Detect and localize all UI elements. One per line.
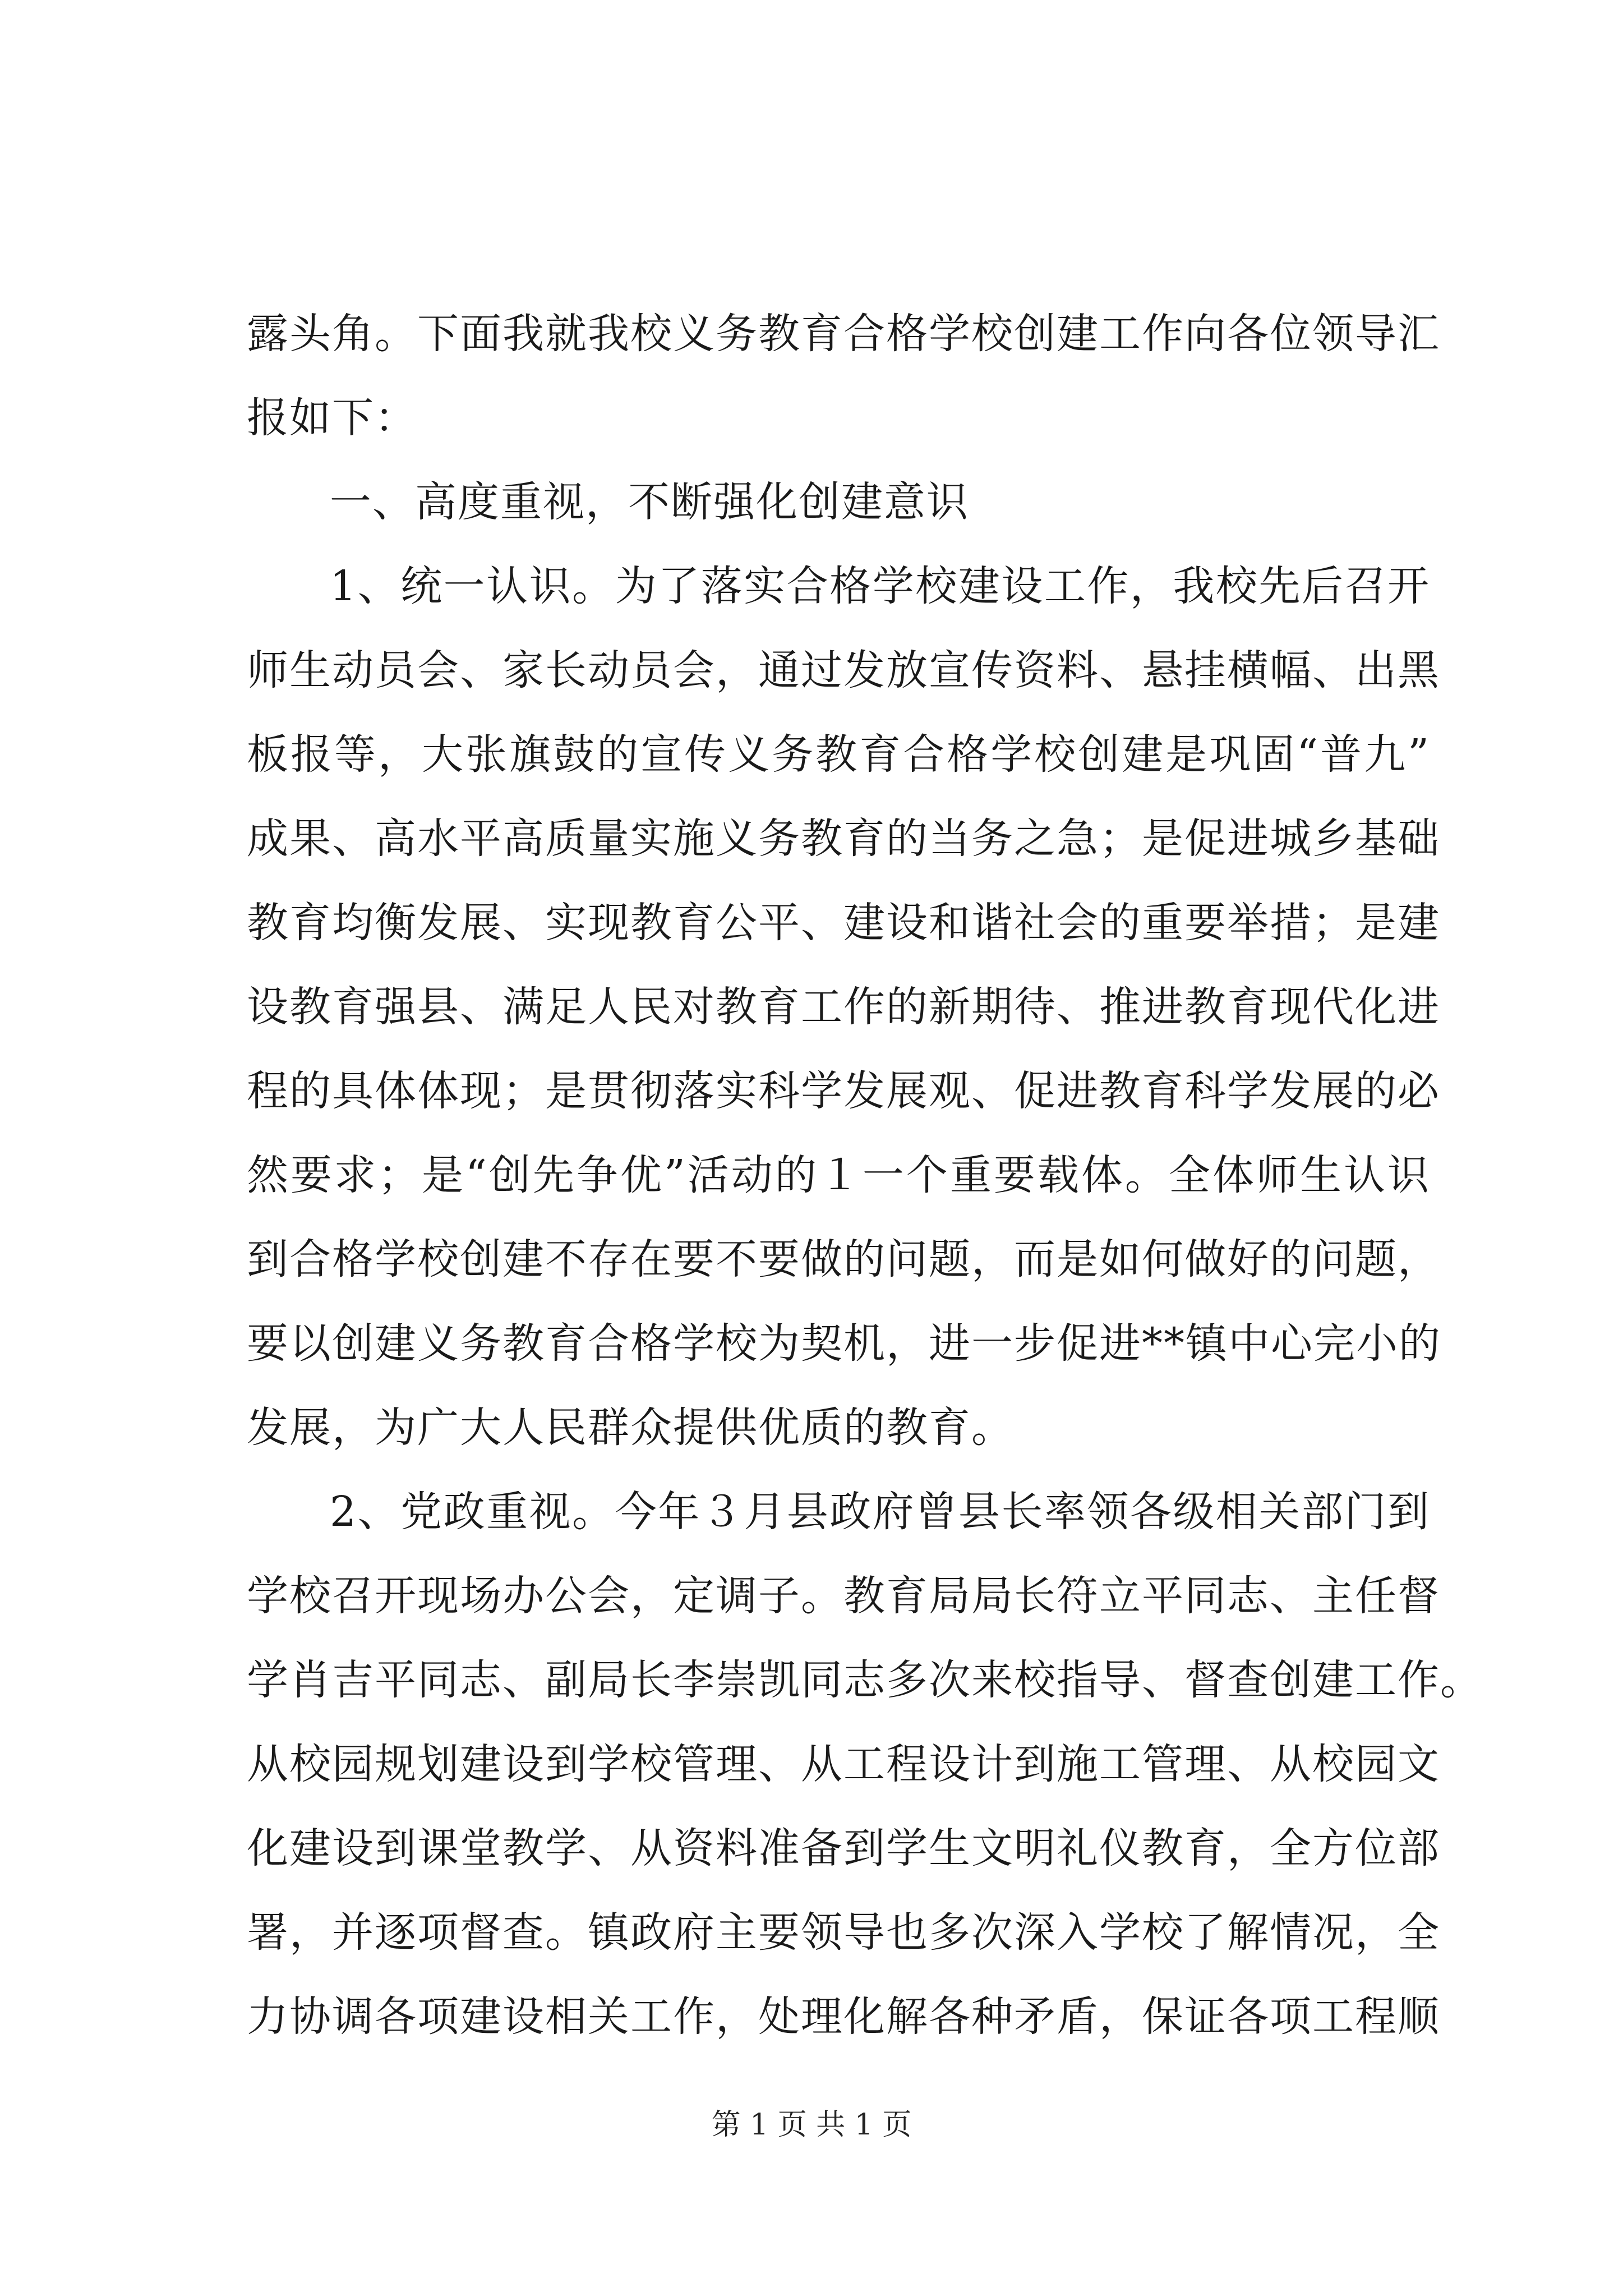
- section-heading: 一、高度重视，不断强化创建意识: [330, 478, 969, 526]
- paragraph-line: 从校园规划建设到学校管理、从工程设计到施工管理、从校园文: [247, 1740, 1440, 1788]
- paragraph-line: 2、党政重视。今年３月县政府曾县长率领各级相关部门到: [330, 1488, 1430, 1536]
- paragraph-line: 力协调各项建设相关工作，处理化解各种矛盾，保证各项工程顺: [247, 1993, 1440, 2041]
- paragraph-line: 然要求；是“创先争优”活动的１一个重要载体。全体师生认识: [247, 1151, 1430, 1199]
- paragraph-line: 露头角。下面我就我校义务教育合格学校创建工作向各位领导汇: [247, 310, 1440, 358]
- paragraph-line: 设教育强县、满足人民对教育工作的新期待、推进教育现代化进: [247, 983, 1440, 1031]
- paragraph-line: 程的具体体现；是贯彻落实科学发展观、促进教育科学发展的必: [247, 1067, 1440, 1115]
- paragraph-line: 报如下：: [247, 394, 417, 442]
- paragraph-line: 到合格学校创建不存在要不要做的问题，而是如何做好的问题，: [247, 1235, 1440, 1283]
- paragraph-line: 学校召开现场办公会，定调子。教育局局长符立平同志、主任督: [247, 1572, 1440, 1620]
- paragraph-line: 师生动员会、家长动员会，通过发放宣传资料、悬挂横幅、出黑: [247, 646, 1440, 694]
- paragraph-line: 要以创建义务教育合格学校为契机，进一步促进**镇中心完小的: [247, 1319, 1441, 1368]
- paragraph-line: 教育均衡发展、实现教育公平、建设和谐社会的重要举措；是建: [247, 899, 1440, 947]
- page-number-footer: 第 1 页 共 1 页: [711, 2108, 912, 2142]
- paragraph-line: 发展，为广大人民群众提供优质的教育。: [247, 1404, 1014, 1452]
- paragraph-line: 学肖吉平同志、副局长李崇凯同志多次来校指导、督查创建工作。: [247, 1656, 1483, 1704]
- paragraph-line: 化建设到课堂教学、从资料准备到学生文明礼仪教育，全方位部: [247, 1824, 1440, 1872]
- paragraph-line: 板报等，大张旗鼓的宣传义务教育合格学校创建是巩固“普九”: [247, 730, 1430, 779]
- document-body: [247, 292, 1483, 2059]
- paragraph-line: 1、统一认识。为了落实合格学校建设工作，我校先后召开: [330, 562, 1430, 610]
- paragraph-line: 成果、高水平高质量实施义务教育的当务之急；是促进城乡基础: [247, 815, 1440, 863]
- paragraph-line: 署，并逐项督查。镇政府主要领导也多次深入学校了解情况，全: [247, 1908, 1440, 1957]
